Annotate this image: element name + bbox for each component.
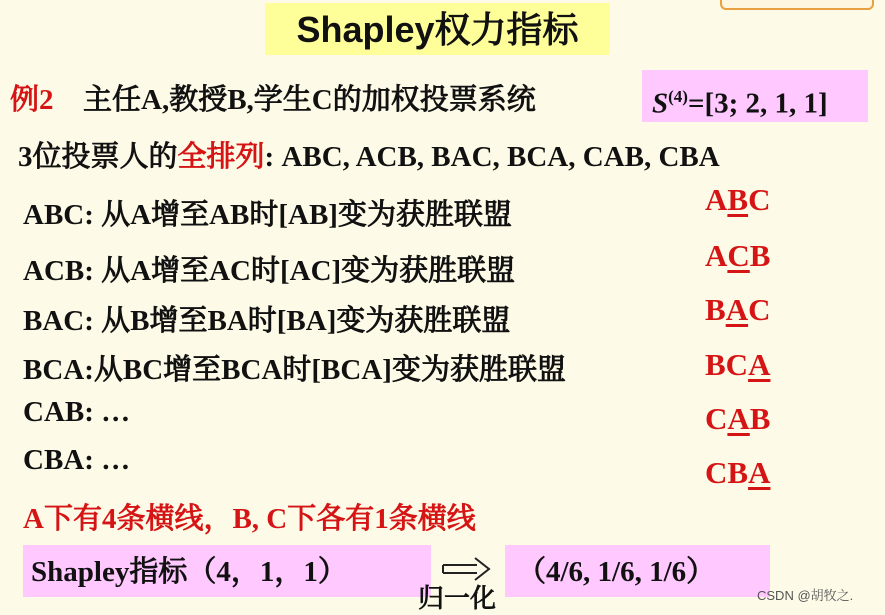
pivot-marker: ABC <box>705 182 771 217</box>
formula-rest: =[3; 2, 1, 1] <box>687 87 828 120</box>
normalized-result-box: （4/6, 1/6, 1/6） <box>505 545 770 597</box>
pivot-underline: A <box>727 401 750 436</box>
summary-text: A下有4条横线，B, C下各有1条横线 <box>23 503 476 535</box>
pivot-marker: ACB <box>705 238 771 273</box>
formula-superscript: (4) <box>668 87 688 106</box>
pivot-marker: BCA <box>705 347 771 382</box>
pivot-marker: BAC <box>705 292 771 327</box>
permutation-row: CAB: … <box>23 396 131 428</box>
pivot-underline: A <box>748 455 771 490</box>
permutation-row: ABC: 从A增至AB时[AB]变为获胜联盟 <box>23 199 512 231</box>
permutation-row: BAC: 从B增至BA时[BA]变为获胜联盟 <box>23 305 511 337</box>
normalize-label: 归一化 <box>418 584 497 613</box>
voting-system-formula <box>642 70 868 122</box>
permutation-highlight: 全排列 <box>177 141 265 173</box>
shapley-index-box: Shapley指标（4，1，1） <box>23 545 431 597</box>
pivot-underline: A <box>748 347 771 382</box>
example-label: 例2 <box>10 84 54 116</box>
permutation-line <box>18 134 720 175</box>
permutation-row: ACB: 从A增至AC时[AC]变为获胜联盟 <box>23 255 516 287</box>
corner-decoration <box>720 0 874 10</box>
formula-s: S <box>652 87 669 120</box>
pivot-underline: C <box>727 238 750 273</box>
watermark: CSDN @胡牧之. <box>757 588 854 603</box>
slide-title: Shapley权力指标 <box>265 3 610 55</box>
pivot-marker: CAB <box>705 401 771 436</box>
permutation-row: BCA:从BC增至BCA时[BCA]变为获胜联盟 <box>23 354 566 386</box>
permutation-list: : ABC, ACB, BAC, BCA, CAB, CBA <box>264 141 720 173</box>
example-text: 主任A,教授B,学生C的加权投票系统 <box>83 84 536 116</box>
pivot-underline: A <box>725 292 749 327</box>
pivot-underline: B <box>727 182 749 217</box>
pivot-marker: CBA <box>705 455 771 490</box>
permutation-row: CBA: … <box>23 444 131 476</box>
permutation-prefix: 3位投票人的 <box>18 141 178 173</box>
